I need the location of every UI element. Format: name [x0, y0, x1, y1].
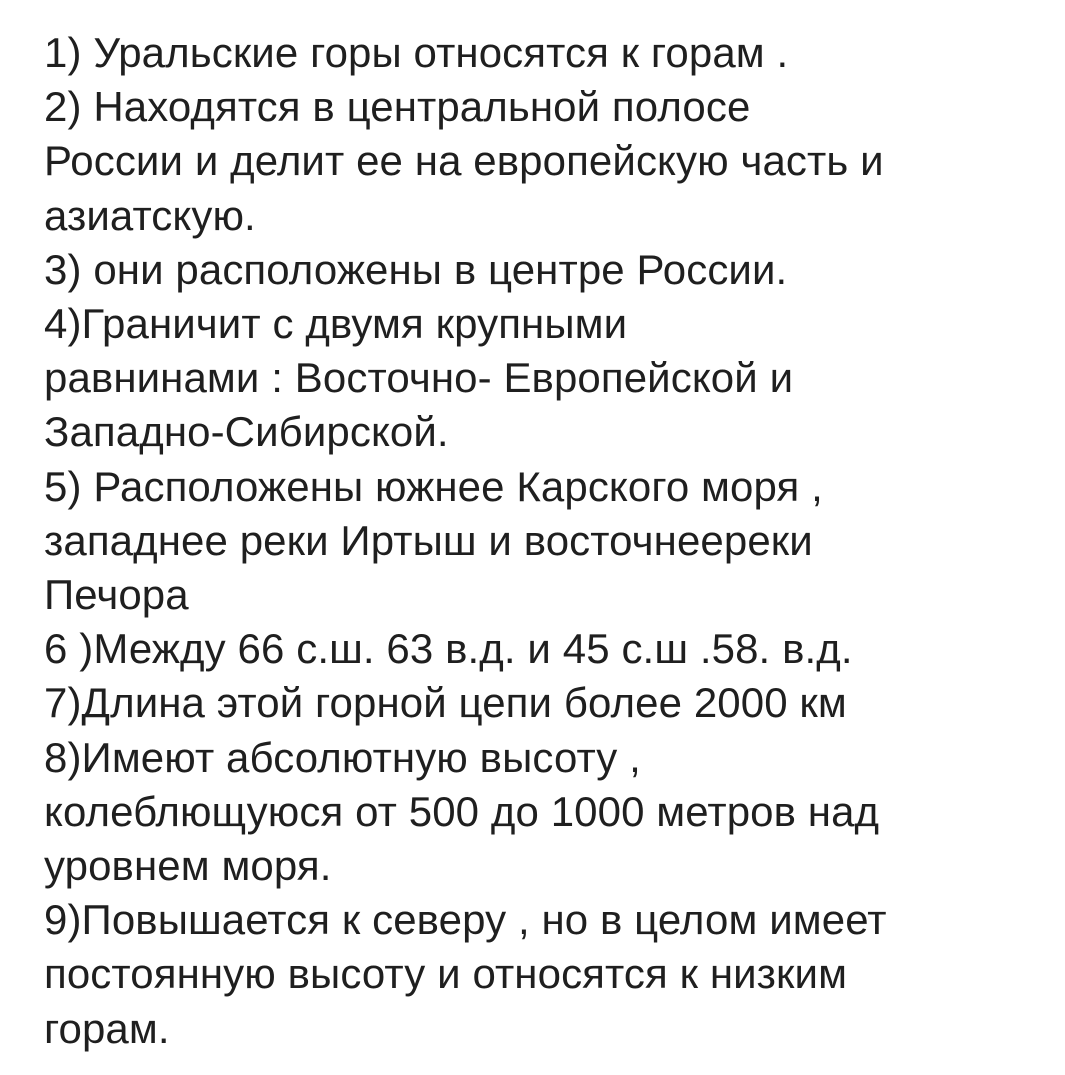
- text-line-6: 4)Граничит с двумя крупными: [44, 300, 628, 348]
- text-line-15: колеблющуюся от 500 до 1000 метров над: [44, 787, 880, 835]
- text-line-19: горам.: [44, 1004, 170, 1052]
- text-line-1: 1) Уральские горы относятся к горам .: [44, 29, 789, 76]
- text-line-17: 9)Повышается к северу , но в целом имеет: [44, 896, 887, 944]
- text-line-3: России и делит ее на европейскую часть и: [44, 137, 884, 185]
- text-line-10: западнее реки Иртыш и восточнеереки: [44, 516, 813, 564]
- text-line-16: уровнем моря.: [44, 842, 332, 890]
- text-line-18: постоянную высоту и относятся к низким: [44, 950, 848, 998]
- text-line-7: равнинами : Восточно- Европейской и: [44, 354, 794, 402]
- text-line-4: азиатскую.: [44, 191, 256, 239]
- text-line-5: 3) они расположены в центре России.: [44, 245, 788, 293]
- text-line-12: 6 )Между 66 с.ш. 63 в.д. и 45 с.ш .58. в.д.: [44, 625, 853, 673]
- text-line-8: Западно-Сибирской.: [44, 408, 449, 456]
- text-line-2: 2) Находятся в центральной полосе: [44, 83, 751, 131]
- text-line-13: 7)Длина этой горной цепи более 2000 км: [44, 679, 847, 727]
- text-line-14: 8)Имеют абсолютную высоту ,: [44, 733, 641, 781]
- text-line-9: 5) Расположены южнее Карского моря ,: [44, 462, 823, 510]
- text-line-11: Печора: [44, 571, 189, 619]
